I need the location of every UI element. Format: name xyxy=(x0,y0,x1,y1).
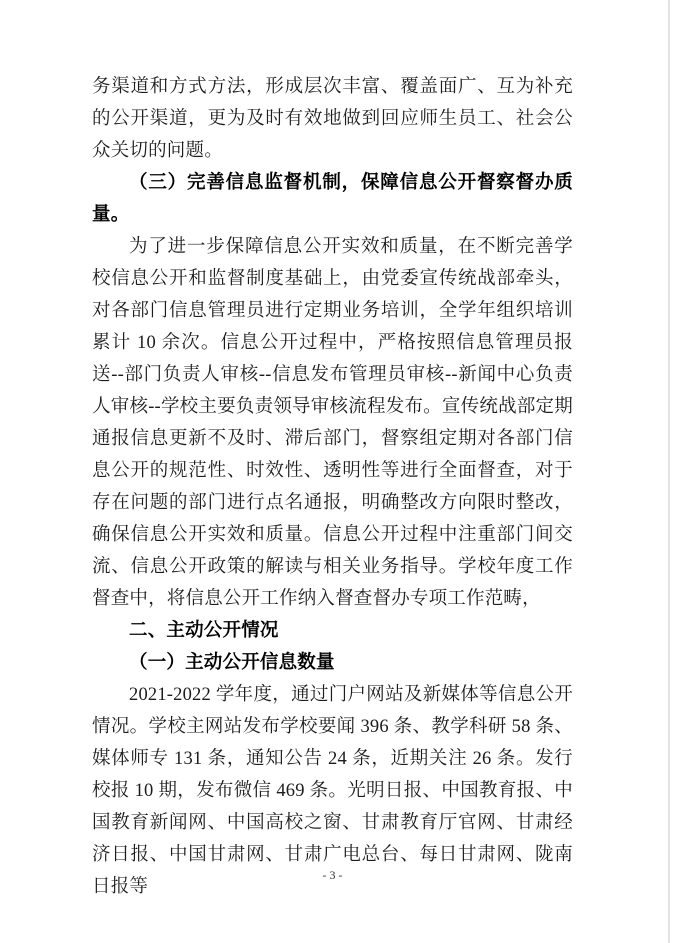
subsection-heading-3: （三）完善信息监督机制，保障信息公开督察督办质量。 xyxy=(92,173,573,225)
subsection-heading-1: （一）主动公开信息数量 xyxy=(129,653,335,673)
paragraph-disclosure-stats: 2021-2022 学年度，通过门户网站及新媒体等信息公开情况。学校主网站发布学校要闻 396 条、教学科研 58 条、媒体师专 131 条，通知公告 24 条，近期关注 26 条。发行校报 10 期，发布微信 469 条。光明日报、中国教育报、中国教育新闻网、中国高校之窗、甘肃教育厅官网、甘肃经济日报、中国甘肃网、甘肃广电总台、每日甘肃网、陇南日报等 xyxy=(92,685,573,897)
section-heading-2: 二、主动公开情况 xyxy=(129,621,279,641)
page-number: - 3 - xyxy=(322,868,343,882)
paragraph-supervision: 为了进一步保障信息公开实效和质量，在不断完善学校信息公开和监督制度基础上，由党委宣传统战部牵头，对各部门信息管理员进行定期业务培训，全学年组织培训累计 10 余次。信息公开过程中，严格按照信息管理员报送--部门负责人审核--信息发布管理员审核--新闻中心负责人审核--学校主要负责领导审核流程发布。宣传统战部定期通报信息更新不及时、滞后部门，督察组定期对各部门信息公开的规范性、时效性、透明性等进行全面督查，对于存在问题的部门进行点名通报，明确整改方向限时整改，确保信息公开实效和质量。信息公开过程中注重部门间交流、信息公开政策的解读与相关业务指导。学校年度工作督查中，将信息公开工作纳入督查督办专项工作范畴， xyxy=(92,237,573,609)
page-edge-divider xyxy=(668,0,670,943)
page-content xyxy=(92,71,573,903)
paragraph-continuation: 务渠道和方式方法，形成层次丰富、覆盖面广、互为补充的公开渠道，更为及时有效地做到回应师生员工、社会公众关切的问题。 xyxy=(92,77,573,161)
